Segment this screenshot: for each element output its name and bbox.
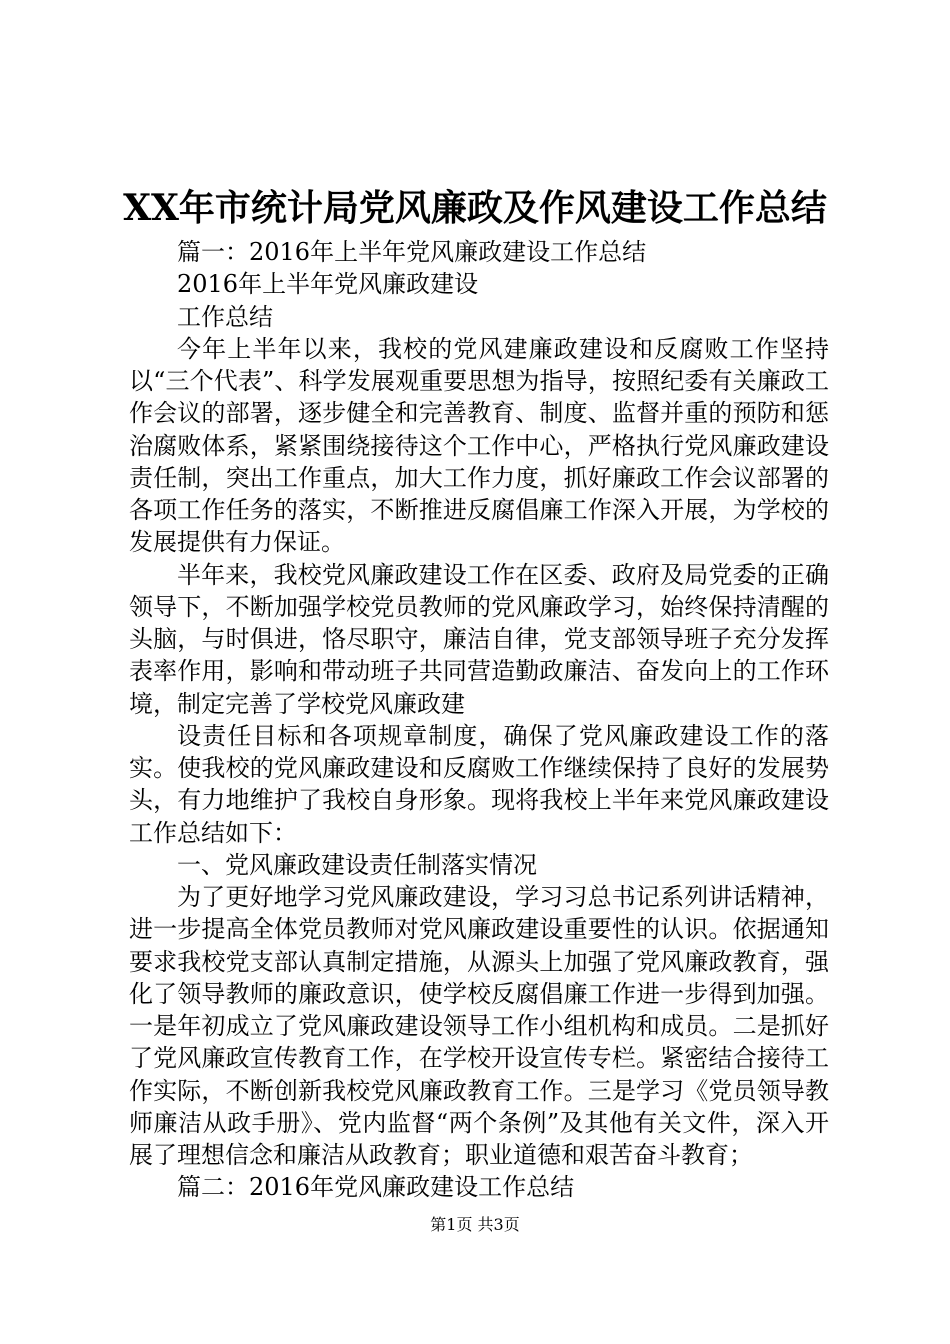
paragraph: 工作总结 <box>177 302 273 331</box>
document-title: XX年市统计局党风廉政及作风建设工作总结 <box>123 187 827 229</box>
paragraph: 2016年上半年党风廉政建设 <box>177 270 479 299</box>
paragraph: 篇二：2016年党风廉政建设工作总结 <box>177 1173 575 1202</box>
paragraph: 今年上半年以来，我校的党风建廉政建设和反腐败工作坚持以“三个代表”、科学发展观重要思想为指导，按照纪委有关廉政工作会议的部署，逐步健全和完善教育、制度、监督并重的预防和惩治腐败体系，紧紧围绕接待这个工作中心，严格执行党风廉政建设责任制，突出工作重点，加大工作力度，抓好廉政工作会议部署的各项工作任务的落实，不断推进反腐倡廉工作深入开展，为学校的发展提供有力保证。 <box>129 334 829 557</box>
paragraph: 半年来，我校党风廉政建设工作在区委、政府及局党委的正确领导下，不断加强学校党员教师的党风廉政学习，始终保持清醒的头脑，与时俱进，恪尽职守，廉洁自律，党支部领导班子充分发挥表率作用，影响和带动班子共同营造勤政廉洁、奋发向上的工作环境，制定完善了学校党风廉政建 <box>129 560 829 718</box>
paragraph: 为了更好地学习党风廉政建设，学习习总书记系列讲话精神，进一步提高全体党员教师对党风廉政建设重要性的认识。依据通知要求我校党支部认真制定措施，从源头上加强了党风廉政教育，强化了领导教师的廉政意识，使学校反腐倡廉工作进一步得到加强。一是年初成立了党风廉政建设领导工作小组机构和成员。二是抓好了党风廉政宣传教育工作，在学校开设宣传专栏。紧密结合接待工作实际，不断创新我校党风廉政教育工作。三是学习《党员领导教师廉洁从政手册》、党内监督“两个条例”及其他有关文件，深入开展了理想信念和廉洁从政教育；职业道德和艰苦奋斗教育； <box>129 883 829 1169</box>
paragraph: 一、党风廉政建设责任制落实情况 <box>177 850 537 879</box>
page-footer: 第1页 共3页 <box>430 1215 520 1234</box>
paragraph: 设责任目标和各项规章制度，确保了党风廉政建设工作的落实。使我校的党风廉政建设和反腐败工作继续保持了良好的发展势头，有力地维护了我校自身形象。现将我校上半年来党风廉政建设工作总结如下： <box>129 721 829 847</box>
document-body <box>129 236 829 1204</box>
paragraph: 篇一：2016年上半年党风廉政建设工作总结 <box>177 238 647 266</box>
